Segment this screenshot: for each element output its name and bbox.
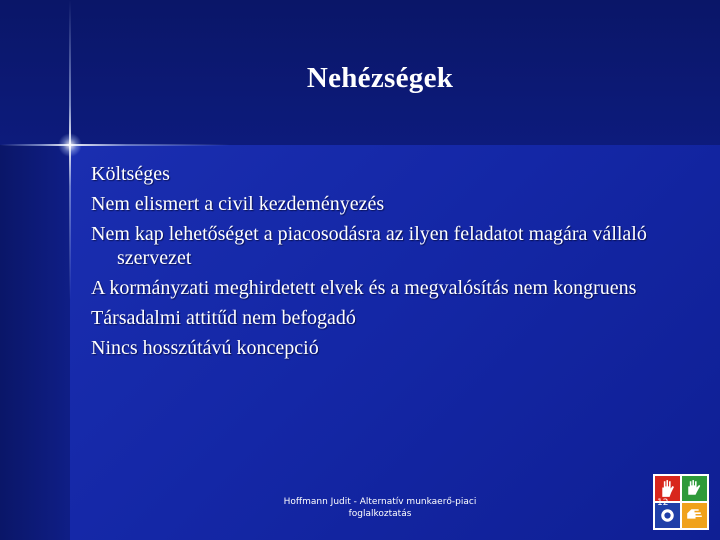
bullet-item: Társadalmi attitűd nem befogadó: [91, 307, 356, 329]
light-flare-center: [58, 133, 82, 157]
bullet-item: Költséges: [91, 163, 170, 185]
bullet-item: A kormányzati meghirdetett elvek és a megvalósítás nem kongruens: [91, 277, 637, 299]
footer-line-1: Hoffmann Judit - Alternatív munkaerő-piaci: [283, 497, 477, 507]
light-flare-horizontal: [0, 144, 230, 146]
logo-hand-orange-icon: [682, 503, 707, 528]
bullet-item: Nem kap lehetőséget a piacosodásra az ilyen feladatot magára vállaló szervezet: [91, 223, 647, 269]
bullet-item: Nem elismert a civil kezdeményezés: [91, 193, 385, 215]
slide-footer: [270, 496, 490, 520]
page-number: 12: [657, 498, 669, 508]
bullet-list: [91, 162, 691, 366]
footer-line-2: foglalkoztatás: [348, 509, 412, 519]
slide-title: Nehézségek: [306, 62, 454, 94]
logo-hand-green-icon: [682, 476, 707, 501]
bullet-item: Nincs hosszútávú koncepció: [91, 337, 319, 359]
background-left-band: [0, 145, 70, 540]
